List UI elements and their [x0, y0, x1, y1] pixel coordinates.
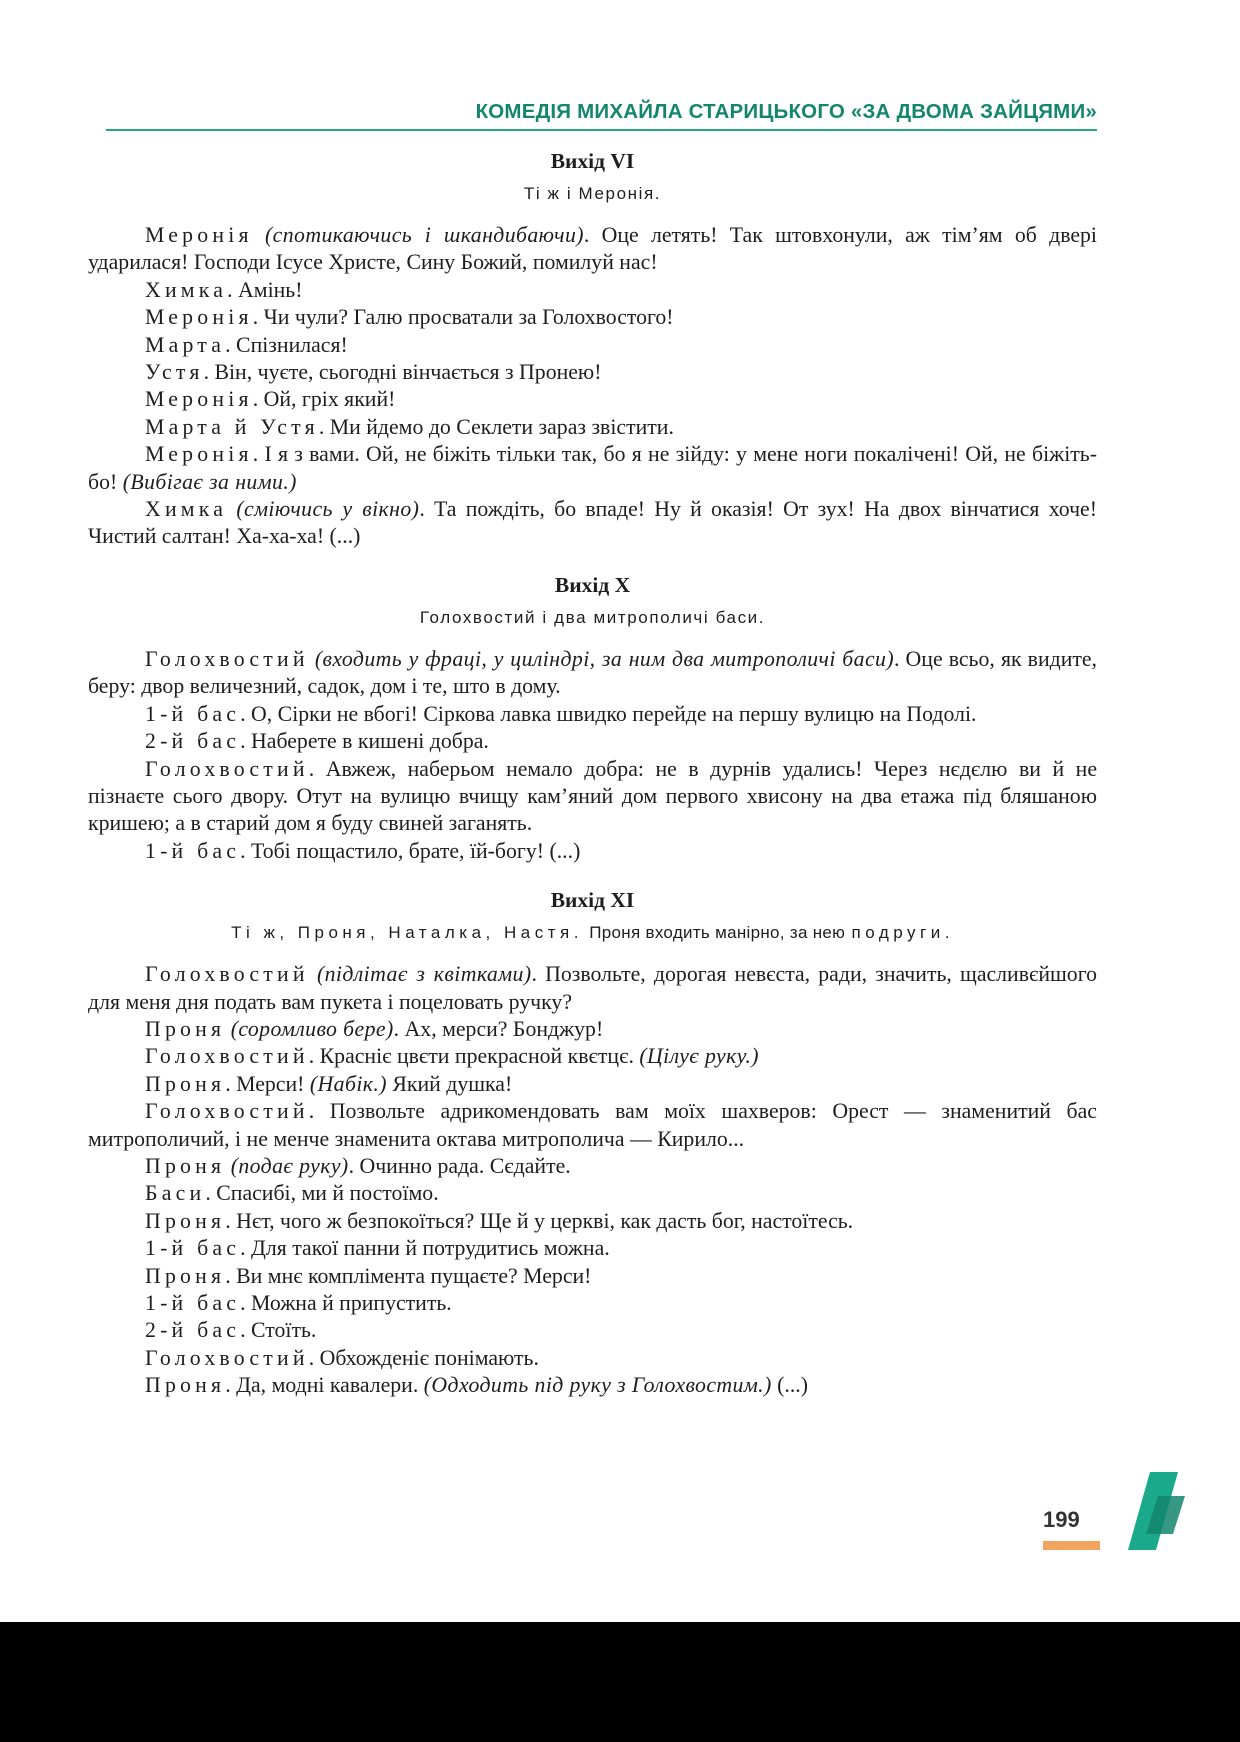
dialogue-line — [88, 414, 1097, 441]
speaker-name: Проня — [145, 1263, 226, 1288]
line-text: . Оце всьо, як видите, беру: двор величезний, садок, дом і те, што в дому. — [88, 646, 1098, 699]
speaker-name: Меронія — [145, 442, 253, 467]
dialogue-line — [88, 646, 1097, 701]
line-text: . Тобі пощастило, брате, їй-богу! (...) — [240, 838, 581, 863]
speaker-name: Проня — [145, 1208, 226, 1233]
stage-direction: (Одходить під руку з Голохвостим.) — [423, 1373, 772, 1398]
page-number: 199 — [1043, 1507, 1080, 1532]
scene-gap — [88, 551, 1097, 564]
dialogue-line — [88, 277, 1097, 304]
speaker-name: 1-й бас — [145, 838, 241, 863]
speaker-name: Голохвостий — [145, 756, 309, 781]
scene-character-names: Ті ж, Проня, Наталка, Настя. — [231, 923, 583, 943]
speaker-name: Меронія — [145, 305, 253, 330]
line-text: . Авжеж, наберьом немало добра: не в дурнів удались! Через нєдєлю ви й не пізнаєте сього двору. Отут на вулицю вчищу кам’яний дом первого хвисону на два етажа під бляшаною кришею; а в старий дом я буду свиней заганять. — [88, 756, 1097, 836]
scene-character-action: Проня входить манірно, за нею — [589, 923, 846, 943]
line-text: . Позвольте, дорогая невєста, ради, значить, щасливєйшого для меня дня подать вам пукета і поцеловать ручку? — [88, 962, 1097, 1014]
speaker-name: Проня — [145, 1373, 226, 1398]
dialogue-line — [88, 1263, 1097, 1290]
page-content — [88, 140, 1097, 1400]
dialogue-line — [88, 1098, 1097, 1153]
dialogue-line — [88, 1180, 1097, 1207]
dialogue-line — [88, 1372, 1097, 1399]
stage-direction: (Набік.) — [309, 1071, 387, 1096]
corner-logo-icon — [1128, 1472, 1192, 1552]
scene-characters — [88, 917, 1097, 961]
scene-title: Вихід XI — [550, 888, 635, 913]
speaker-name: 2-й бас — [145, 1318, 241, 1343]
line-text: . Нєт, чого ж безпокоїться? Ще й у церкві, как дасть бог, настоїтесь. — [225, 1208, 854, 1233]
scene-xi — [88, 879, 1097, 1400]
speaker-name: 1-й бас — [145, 1291, 241, 1315]
speaker-name: Химка — [145, 497, 228, 522]
dialogue-line — [88, 496, 1097, 551]
scene-vi — [88, 140, 1097, 551]
speaker-name: Баси — [145, 1181, 206, 1206]
speaker-name: Голохвостий — [145, 646, 309, 671]
dialogue-line — [88, 1235, 1097, 1262]
dialogue-line — [88, 1043, 1097, 1070]
scene-characters: Ті ж і Меронія. — [523, 184, 662, 203]
dialogue-line — [88, 222, 1097, 277]
line-text: . Для такої панни й потрудитись можна. — [240, 1236, 610, 1261]
line-text: (...) — [771, 1373, 808, 1398]
running-header: КОМЕДІЯ МИХАЙЛА СТАРИЦЬКОГО «ЗА ДВОМА ЗАЙЦЯМИ» — [475, 100, 1097, 123]
speaker-name: Марта — [145, 332, 226, 357]
header-rule — [106, 129, 1097, 131]
dialogue-line — [88, 304, 1097, 331]
footer-accent-line — [1043, 1541, 1100, 1550]
dialogue-line — [88, 756, 1097, 838]
stage-direction: (сміючись у вікно) — [236, 497, 420, 522]
speaker-name: Голохвостий — [145, 1345, 309, 1370]
line-text: . Ах, мерси? Бонджур! — [393, 1016, 604, 1041]
line-text: . Стоїть. — [240, 1318, 317, 1343]
stage-direction: (входить у фраці, у циліндрі, за ним два митрополичі баси) — [314, 646, 894, 671]
scene-gap — [88, 865, 1097, 879]
scene-characters: Голохвостий і два митрополичі баси. — [419, 607, 766, 627]
line-text: . Наберете в кишені добра. — [240, 729, 489, 754]
line-text: . Він, чуєте, сьогодні вінчається з Пронею! — [203, 360, 602, 385]
line-text: Який душка! — [386, 1071, 513, 1096]
speaker-name: 1-й бас — [145, 701, 241, 726]
dialogue-line — [88, 386, 1097, 413]
stage-direction: (соромливо бере) — [230, 1016, 394, 1041]
line-text: . І я з вами. Ой, не біжіть тільки так, бо я не зійду: у мене ноги покалічені! Ой, не біжіть-бо! — [88, 442, 1097, 494]
line-text: . Ой, гріх який! — [252, 387, 396, 412]
speaker-name: Голохвостий — [145, 1044, 309, 1069]
speaker-name: Устя — [145, 360, 204, 385]
speaker-name: Меронія — [145, 223, 253, 247]
dialogue-line — [88, 701, 1097, 728]
stage-direction: (підлітає з квітками) — [316, 962, 532, 987]
dialogue-line — [88, 1153, 1097, 1180]
dialogue-line — [88, 1317, 1097, 1344]
line-text: . Амінь! — [227, 277, 303, 302]
line-text: . Оце летять! Так штовхонули, аж тім’ям об двері ударилася! Господи Ісусе Христе, Сину Божий, помилуй нас! — [88, 223, 1097, 275]
dialogue-line — [88, 1016, 1097, 1043]
speaker-name: 2-й бас — [145, 729, 241, 754]
line-text: . Обхожденiє понімають. — [308, 1345, 539, 1370]
line-text: . Чи чули? Галю просватали за Голохвостого! — [252, 305, 674, 330]
dialogue-line — [88, 728, 1097, 755]
stage-direction: (спотикаючись і шкандибаючи) — [265, 223, 584, 247]
stage-direction: (Цілує руку.) — [639, 1044, 759, 1069]
line-text: . Спасибі, ми й постоїмо. — [205, 1181, 439, 1206]
speaker-name: Марта й Устя — [145, 414, 319, 439]
dialogue-line — [88, 961, 1097, 1016]
line-text: . О, Сірки не вбогі! Сіркова лавка швидко перейде на першу вулицю на Подолі. — [240, 701, 977, 726]
line-text: . Мерси! — [225, 1071, 310, 1096]
stage-direction: (Вибігає за ними.) — [122, 469, 297, 494]
line-text: . Ми йдемо до Секлети зараз звістити. — [318, 414, 674, 439]
dialogue-line — [88, 838, 1097, 865]
line-text: . Спізнилася! — [225, 332, 348, 357]
dialogue-line — [88, 359, 1097, 386]
dialogue-line — [88, 1345, 1097, 1372]
line-text: . Позвольте адрикомендовать вам моїх шахверов: Орест — знаменитий бас митрополичий, і не менче знаменита октава митрополича — Кирило... — [88, 1099, 1097, 1151]
dialogue-line — [88, 1290, 1097, 1317]
scene-title: Вихід VI — [550, 149, 635, 173]
speaker-name: Проня — [145, 1016, 226, 1041]
stage-direction: (подає руку) — [230, 1153, 349, 1178]
scene-character-friends: подруги. — [851, 923, 954, 943]
speaker-name: Меронія — [145, 387, 253, 412]
line-text: . Та пождіть, бо впаде! Ну й оказія! От зух! На двох вінчатися хоче! Чистий салтан! Ха-ха-ха! (...) — [88, 497, 1097, 549]
speaker-name: Проня — [145, 1071, 226, 1096]
dialogue-line — [88, 441, 1097, 496]
dialogue-line — [88, 1071, 1097, 1098]
dialogue-line — [88, 1208, 1097, 1235]
speaker-name: Голохвостий — [145, 1099, 309, 1124]
speaker-name: Проня — [145, 1153, 226, 1178]
line-text: . Можна й припустить. — [240, 1291, 452, 1315]
line-text: . Да, модні кавалери. — [225, 1373, 424, 1398]
speaker-name: Голохвостий — [145, 962, 309, 987]
scene-x — [88, 564, 1097, 865]
line-text: . Ви мнє комплімента пущаєте? Мерси! — [225, 1263, 592, 1288]
speaker-name: Химка — [145, 277, 228, 302]
line-text: . Краснiє цвєти прекрасной квєтцє. — [308, 1044, 640, 1069]
speaker-name: 1-й бас — [145, 1236, 241, 1261]
line-text: . Очинно рада. Сєдайте. — [348, 1153, 571, 1178]
dialogue-line — [88, 332, 1097, 359]
scene-title: Вихід X — [554, 572, 631, 597]
